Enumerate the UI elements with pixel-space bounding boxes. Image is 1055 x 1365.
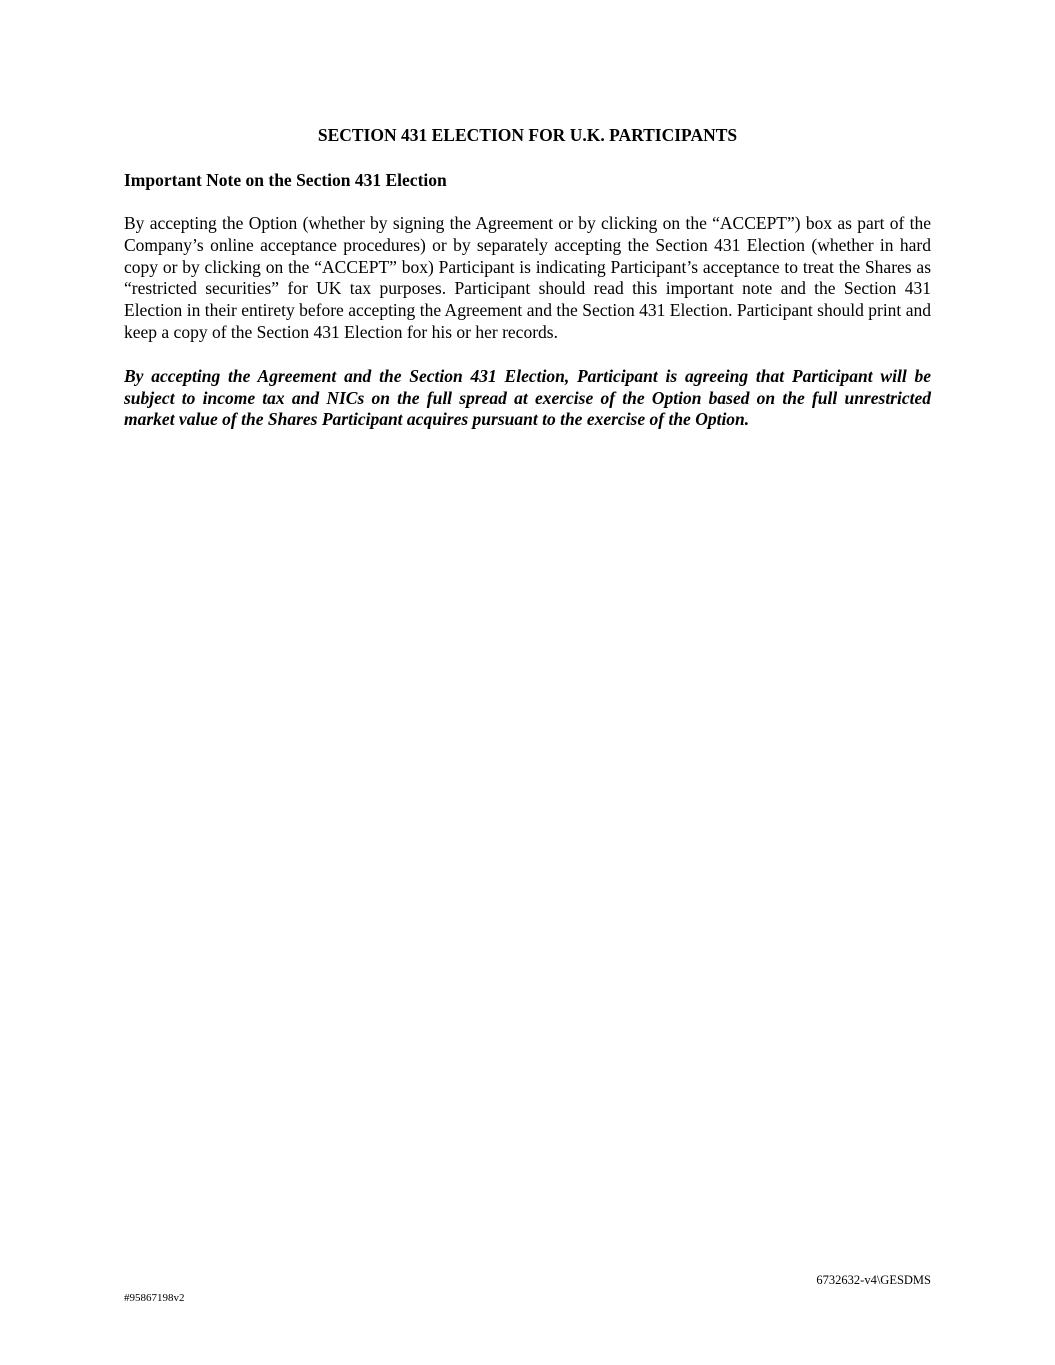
warning-paragraph: By accepting the Agreement and the Section 431 Election, Participant is agreeing that Participant will be subject to income tax and NICs on the full spread at exercise of the Option based on the full unrestricted market value of the Shares Participant acquires pursuant to the exercise of the Option. [124, 365, 931, 430]
document-reference: 6732632-v4\GESDMS [816, 1273, 931, 1287]
body-paragraph: By accepting the Option (whether by signing the Agreement or by clicking on the “ACCEPT”) box as part of the Company’s online acceptance procedures) or by separately accepting the Section 431 Election (whether in hard copy or by clicking on the “ACCEPT” box) Participant is indicating Participant’s acceptance to treat the Shares as “restricted securities” for UK tax purposes. Participant should read this important note and the Section 431 Election in their entirety before accepting the Agreement and the Section 431 Election. Participant should print and keep a copy of the Section 431 Election for his or her records. [124, 213, 931, 342]
document-body [124, 124, 931, 431]
document-id: #95867198v2 [124, 1292, 185, 1304]
important-note-heading: Important Note on the Section 431 Election [124, 170, 447, 190]
document-title: SECTION 431 ELECTION FOR U.K. PARTICIPANTS [317, 125, 738, 145]
